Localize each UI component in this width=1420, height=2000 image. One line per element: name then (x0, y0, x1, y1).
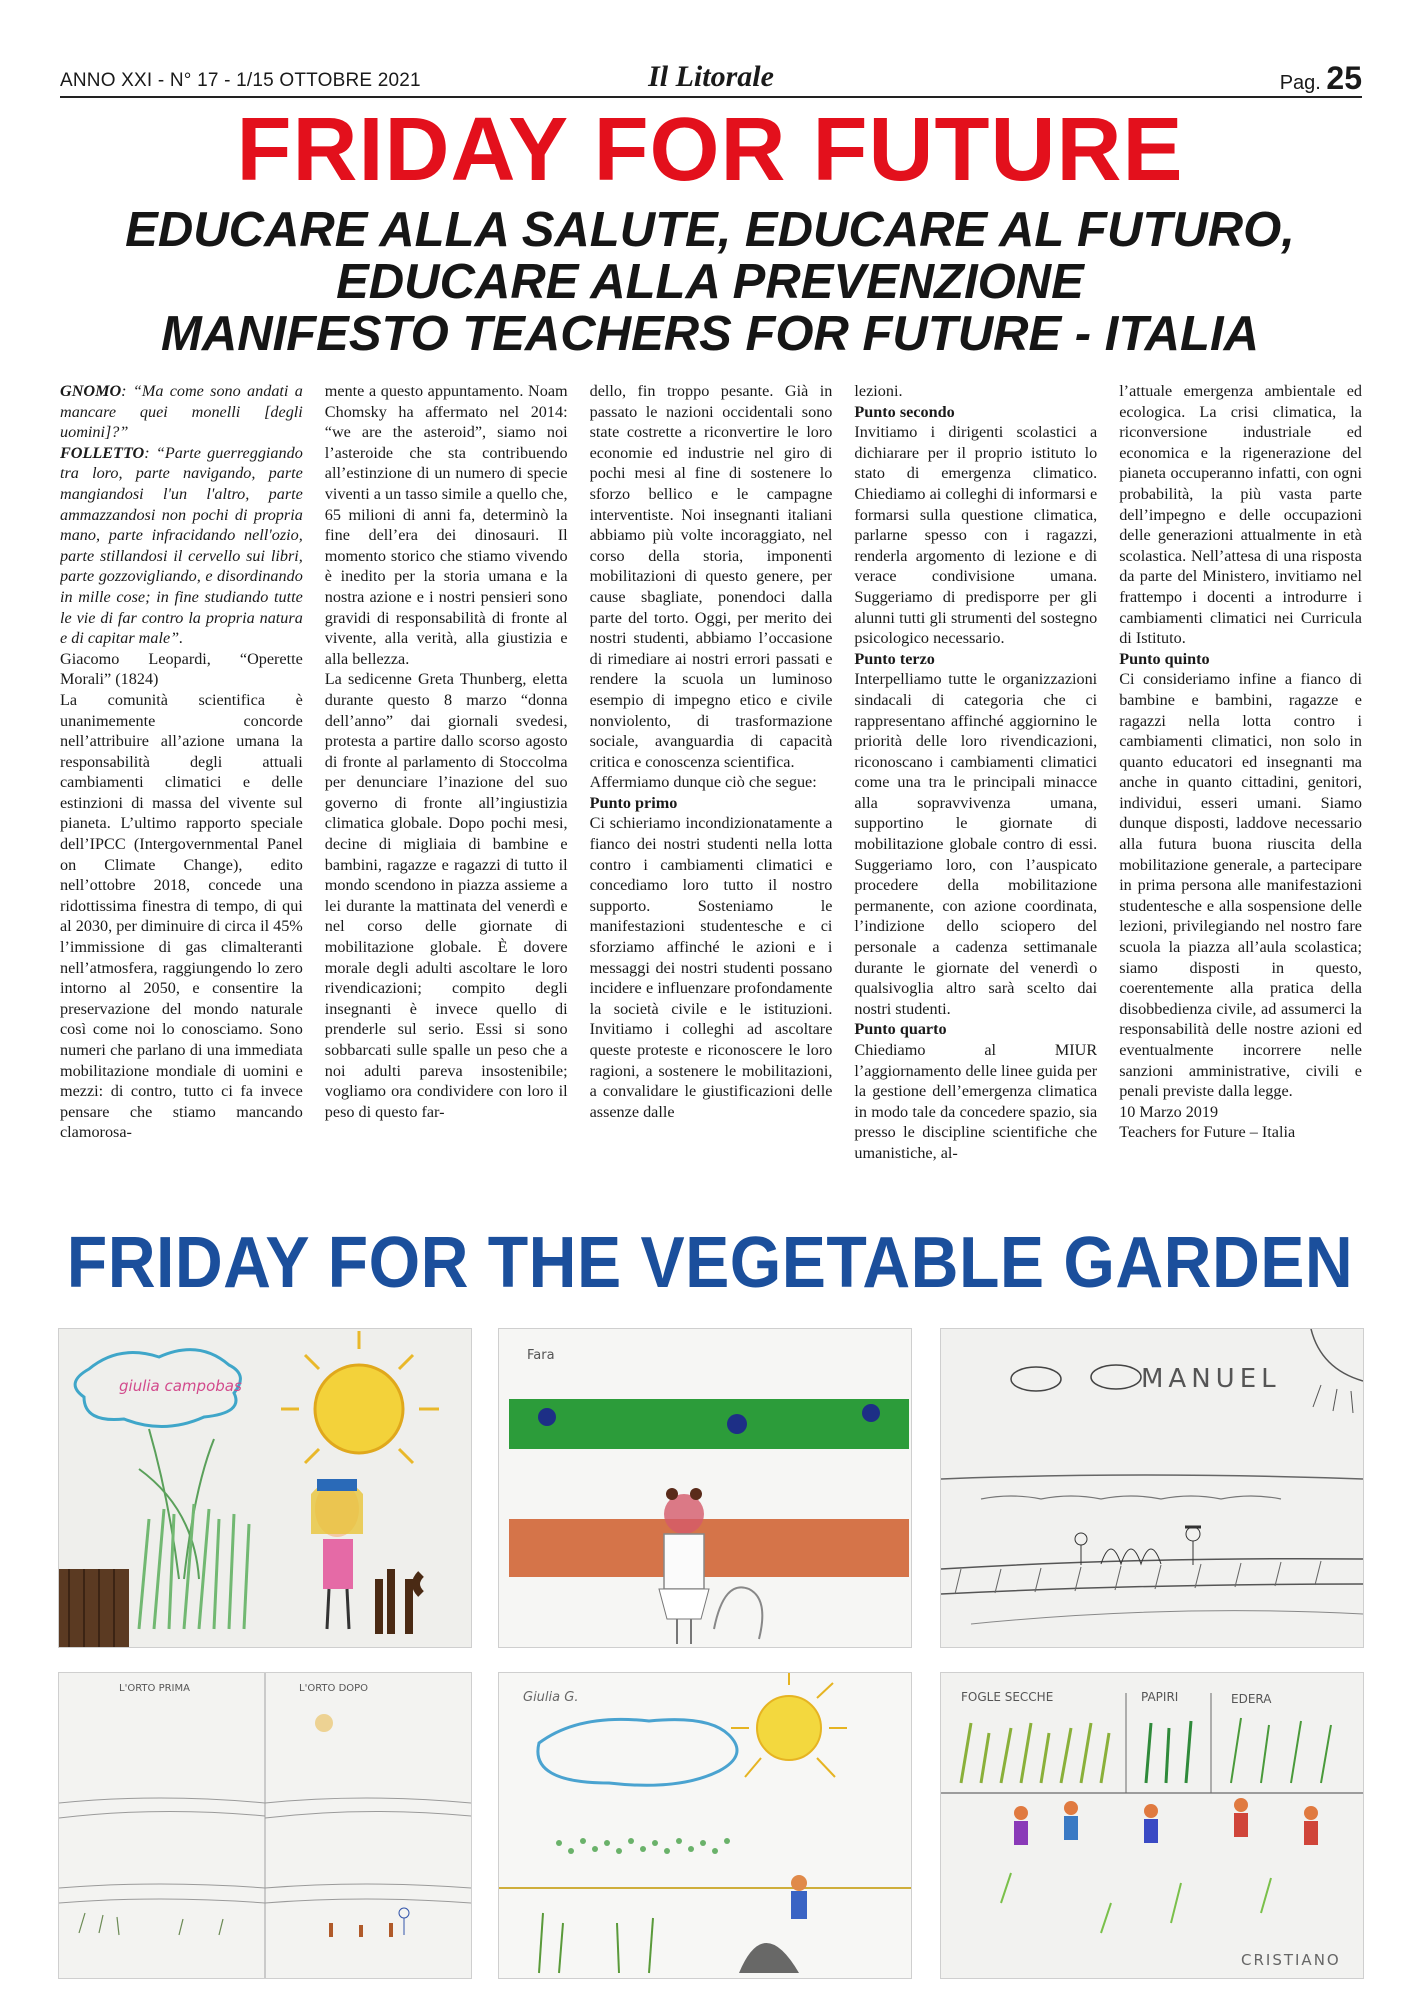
subheadline-line-3: MANIFESTO TEACHERS FOR FUTURE - ITALIA (161, 307, 1259, 361)
article-column-1 (60, 381, 303, 1201)
article-body (60, 381, 1362, 1201)
paragraph: La comunità scientifica è unanimemente concorde nell’attribuire all’azione umana la responsabilità degli attuali cambiamenti climatici e delle estinzioni di massa del vivente sul pianeta. L’ultimo rapporto speciale dell’IPCC (Intergovernmental Panel on Climate Change), edito nell’ottobre 2018, concede una ridottissima finestra di tempo, di qui al 2030, per diminuire di circa il 45% l’immissione di gas climalteranti nell’atmosfera, raggiungendo lo zero intorno al 2050, e consentire la preservazione del mondo naturale così come noi lo conosciamo. Sono numeri che parlano di una immediata mobilitazione mondiale di uomini e mezzi: di contro, tutto ci fa invece pensare che stiamo mancando clamorosa- (60, 690, 303, 1142)
child-drawing-2 (498, 1328, 912, 1648)
paragraph: Ci consideriamo infine a fianco di bambine e bambini, ragazze e ragazzi nella lotta contro i cambiamenti climatici, non solo in quanto educatori ed insegnanti ma anche in quanto cittadini, genitori, individui, esseri umani. Siamo dunque disposti, laddove necessario alla futura buona riuscita della mobilitazione generale, a partecipare in prima persona alle manifestazioni studentesche e alla sospensione delle lezioni, privilegiando nel nostro fare scuola la piazza all’aula scolastica; siamo disposti in questo, coerentemente alla pratica della disobbedienza civile, ad assumerci la responsabilità delle nostre azioni ed eventualmente incorrere nelle sanzioni amministrative, civili e penali previste dalla legge. (1119, 670, 1362, 1101)
main-headline: FRIDAY FOR FUTURE (236, 100, 1184, 200)
page-number (1280, 60, 1362, 97)
article-date: 10 Marzo 2019 (1119, 1102, 1219, 1121)
drawing-6-label-3: EDERA (1231, 1692, 1272, 1706)
drawing-5-name: Giulia G. (523, 1690, 579, 1705)
dialogue-gnomo (60, 381, 303, 443)
masthead (60, 58, 1362, 98)
paper-name: Il Litorale (648, 60, 774, 93)
child-drawing-4 (58, 1672, 472, 1979)
section-heading: Punto quinto (1119, 649, 1210, 668)
second-headline: FRIDAY FOR THE VEGETABLE GARDEN (66, 1223, 1354, 1303)
drawing-4-left-title: L'ORTO PRIMA (119, 1683, 190, 1694)
subheadline-line-2: EDUCARE ALLA PREVENZIONE (336, 255, 1084, 309)
paragraph: lezioni. (854, 382, 903, 400)
section-heading: Punto primo (589, 793, 678, 812)
section-heading: Punto terzo (854, 649, 935, 668)
drawing-4-art (59, 1673, 471, 1978)
gnomo-line: : “Ma come sono andati a mancare quei monelli [degli uomini]?” (60, 382, 303, 442)
paragraph: dello, fin troppo pesante. Già in passato le nazioni occidentali sono state costrette a riconvertire le loro economie ed industrie nel giro di pochi mesi al fine di sostenere lo sforzo bellico e le campagne interventiste. Noi insegnanti italiani abbiamo più volte incoraggiato, nel corso della storia, imponenti mobilitazioni di questo genere, per cause sbagliate, ponendoci dalla parte del torto. Oggi, per merito dei nostri studenti, abbiamo l’occasione di rimediare ai nostri errori passati e rendere la scuola un luminoso esempio di impegno etico e civile nonviolento, di trasformazione sociale, avanguardia di capacità critica e conoscenza scientifica. (589, 382, 833, 771)
folletto-line: : “Parte guerreggiando tra loro, parte navigando, parte mangiandosi l'un l'altro, parte ammazzandosi non pochi di propria mano, parte infracidando nell'ozio, parte stillandosi il cervello sui libri, parte gozzovigliando, e disordinando in mille cose; in fine studiando tutte le vie di far contro la propria natura e di capitar male”. (60, 443, 303, 648)
paragraph: La sedicenne Greta Thunberg, eletta durante questo 8 marzo “donna dell’anno” dai giornali svedesi, protesta a partire dallo scorso agosto di fronte al parlamento di Stoccolma per denunciare l’inazione del suo governo di fronte all’ingiustizia climatica globale. Dopo pochi mesi, decine di migliaia di bambine e bambini, ragazze e ragazzi di tutto il mondo scendono in piazza assieme a lei durante la mattinata del venerdì e nel corso delle giornate di mobilitazione globale. È dovere morale degli adulti ascoltare le loro rivendicazioni; compito degli insegnanti è invece quello di prenderle sul serio. Essi si sono sobbarcati sulle spalle un peso che a noi adulti pareva insostenibile; vogliamo ora condividere con loro il peso di questo far- (324, 670, 568, 1121)
article-column-2 (325, 381, 568, 1201)
drawing-6-label-2: PAPIRI (1141, 1690, 1179, 1704)
subheadline-line-1: EDUCARE ALLA SALUTE, EDUCARE AL FUTURO, (125, 203, 1295, 257)
drawing-4-right-title: L'ORTO DOPO (299, 1683, 369, 1694)
paragraph: l’attuale emergenza ambientale ed ecologica. La crisi climatica, la riconversione industriale ed economica e la rigenerazione del pianeta occuperanno infatti, con ogni probabilità, la più vasta parte dell’impegno e delle occupazioni delle generazioni attualmente in età scolastica. Nell’attesa di una risposta da parte del Ministero, invitiamo nel frattempo i docenti a introdurre i cambiamenti climatici nei Curricula di Istituto. (1119, 382, 1362, 648)
section-heading: Punto quarto (854, 1020, 947, 1039)
paragraph: Ci schieriamo incondizionatamente a fianco dei nostri studenti nella lotta contro i cambiamenti climatici e concediamo loro tutto il nostro supporto. Sosteniamo le manifestazioni studentesche e ci sforziamo affinché le azioni e i messaggi dei nostri studenti possano incidere e influenzare profondamente la società civile e le istituzioni. Invitiamo i colleghi ad ascoltare queste proteste e riconoscere le loro ragioni, a sostenere le mobilitazioni, a convalidare le giustificazioni delle assenze dalle (589, 814, 833, 1121)
drawing-1-name: giulia campobas (119, 1377, 242, 1395)
drawing-6-art (941, 1673, 1363, 1978)
drawing-6-label-1: FOGLE SECCHE (961, 1690, 1054, 1704)
page-prefix: Pag. (1279, 72, 1321, 94)
drawing-3-art (941, 1329, 1363, 1647)
child-drawing-6 (940, 1672, 1364, 1979)
dialogue-folletto (60, 443, 303, 649)
drawing-2-art (499, 1329, 911, 1647)
child-drawing-3 (940, 1328, 1364, 1648)
paragraph: Invitiamo i dirigenti scolastici a dichiarare per il proprio istituto lo stato di emergenza climatico. Chiediamo ai colleghi di informarsi e formarsi sulla questione climatica, parlarne spesso con i ragazzi, renderla argomento di lezione e di verace condivisione umana. Suggeriamo di predisporre per gli alunni tutti gli strumenti del sostegno psicologico necessario. (854, 423, 1098, 648)
paragraph: mente a questo appuntamento. Noam Chomsky ha affermato nel 2014: “we are the asteroid”, siamo noi l’asteroide che sta contribuendo all’estinzione di un numero di specie viventi a un tasso simile a quello che, 65 milioni di anni fa, determinò la fine dell’era dei dinosauri. Il momento storico che stiamo vivendo è inedito per la storia umana e la nostra azione e i nostri pensieri sono gravidi di responsabilità di fronte al vivente, alla verità, alla giustizia e alla bellezza. (324, 382, 568, 668)
drawing-5-art (499, 1673, 911, 1978)
drawing-6-name: CRISTIANO (1241, 1951, 1341, 1969)
paragraph: Chiediamo al MIUR l’aggiornamento delle linee guida per la gestione dell’emergenza climatica in modo tale da concedere spazio, sia presso le discipline scientifiche che umanistiche, al- (854, 1041, 1098, 1162)
article-column-5 (1119, 381, 1362, 1201)
subheadline (0, 204, 1420, 360)
article-column-4 (854, 381, 1097, 1201)
section-heading: Punto secondo (854, 402, 955, 421)
speaker-folletto: FOLLETTO (60, 443, 145, 462)
article-column-3 (590, 381, 833, 1201)
drawing-1-art (59, 1329, 471, 1647)
child-drawing-5 (498, 1672, 912, 1979)
paragraph: Interpelliamo tutte le organizzazioni sindacali di categoria che ci rappresentano affinché aggiornino le priorità delle loro rivendicazioni, riconoscano i cambiamenti climatici come una tra le principali minacce alla sopravvivenza umana, supportino le giornate di mobilitazione globale contro di essi. Suggeriamo loro, con l’auspicato procedere della mobilitazione permanente, con azione coordinata, l’indizione dello sciopero del personale a cadenza settimanale durante le giornate del venerdì o qualsivoglia altro sarà scelto dai nostri studenti. (854, 670, 1098, 1018)
drawing-2-name: Fara (527, 1348, 555, 1363)
child-drawing-1 (58, 1328, 472, 1648)
paragraph: Affermiamo dunque ciò che segue: (589, 773, 817, 792)
article-signature: Teachers for Future – Italia (1119, 1123, 1296, 1142)
quote-citation: Giacomo Leopardi, “Operette Morali” (1824) (60, 649, 303, 689)
issue-info: ANNO XXI - N° 17 - 1/15 OTTOBRE 2021 (60, 70, 421, 91)
page-number-value: 25 (1326, 60, 1362, 96)
drawing-3-name: MANUEL (1141, 1364, 1281, 1394)
speaker-gnomo: GNOMO (60, 382, 122, 400)
